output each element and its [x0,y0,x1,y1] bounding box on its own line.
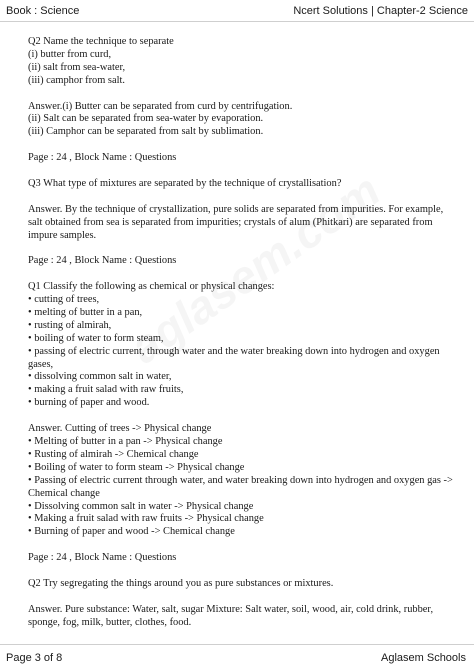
text-line: • passing of electric current, through water and the water breaking down into hydrogen and oxygen [28,345,440,357]
page-header [0,0,474,22]
text-line: (ii) Salt can be separated from sea-water by evaporation. [28,113,264,125]
paragraph [28,423,458,539]
paragraph [28,578,458,591]
paragraph [28,204,458,243]
paragraph [28,178,458,191]
text-line: • burning of paper and wood. [28,397,150,409]
paragraph [28,36,458,88]
text-line: Answer. By the technique of crystallization, pure solids are separated from impurities. For example, [28,203,444,215]
paragraph [28,604,458,630]
book-title: Book : Science [6,5,80,17]
text-line: salt obtained from sea is separated from impurities; crystals of alum (Phitkari) are separated from [28,216,433,228]
chapter-title: Ncert Solutions | Chapter-2 Science [293,5,468,17]
text-line: • rusting of almirah, [28,319,112,331]
text-line: • Dissolving common salt in water -> Physical change [28,500,254,512]
text-line: (iii) Camphor can be separated from salt by sublimation. [28,126,264,138]
text-line: (i) butter from curd, [28,48,112,60]
text-line: Page : 24 , Block Name : Questions [28,152,177,164]
paragraph [28,281,458,410]
document-body [28,36,458,642]
text-line: Chemical change [28,487,100,499]
text-line: • Burning of paper and wood -> Chemical change [28,526,235,538]
text-line: sponge, fog, milk, butter, clothes, food. [28,616,192,628]
text-line: • making a fruit salad with raw fruits, [28,384,184,396]
text-line: • boiling of water to form steam, [28,332,164,344]
publisher-name: Aglasem Schools [381,652,466,664]
text-line: (iii) camphor from salt. [28,74,125,86]
page-number: Page 3 of 8 [6,652,63,664]
text-line: Page : 24 , Block Name : Questions [28,552,177,564]
text-line: Q1 Classify the following as chemical or physical changes: [28,281,275,293]
text-line: impure samples. [28,229,97,241]
text-line: • Making a fruit salad with raw fruits -> Physical change [28,513,264,525]
text-line: gases, [28,358,54,370]
text-line: • Passing of electric current through water, and water breaking down into hydrogen and oxygen gas -> [28,474,453,486]
paragraph [28,152,458,165]
paragraph [28,101,458,140]
text-line: Q2 Try segregating the things around you as pure substances or mixtures. [28,577,334,589]
text-line: Answer. Pure substance: Water, salt, sugar Mixture: Salt water, soil, wood, air, cold drink, rubber, [28,603,434,615]
paragraph [28,552,458,565]
text-line: (ii) salt from sea-water, [28,61,126,73]
page-footer [0,644,474,669]
text-line: Page : 24 , Block Name : Questions [28,255,177,267]
text-line: Answer.(i) Butter can be separated from curd by centrifugation. [28,100,293,112]
paragraph [28,255,458,268]
text-line: Q3 What type of mixtures are separated by the technique of crystallisation? [28,177,342,189]
text-line: Answer. Cutting of trees -> Physical change [28,423,212,435]
text-line: • dissolving common salt in water, [28,371,172,383]
text-line: • melting of butter in a pan, [28,306,143,318]
text-line: • cutting of trees, [28,294,100,306]
text-line: • Boiling of water to form steam -> Physical change [28,461,245,473]
text-line: Q2 Name the technique to separate [28,36,174,47]
text-line: • Melting of butter in a pan -> Physical change [28,435,223,447]
text-line: • Rusting of almirah -> Chemical change [28,448,199,460]
